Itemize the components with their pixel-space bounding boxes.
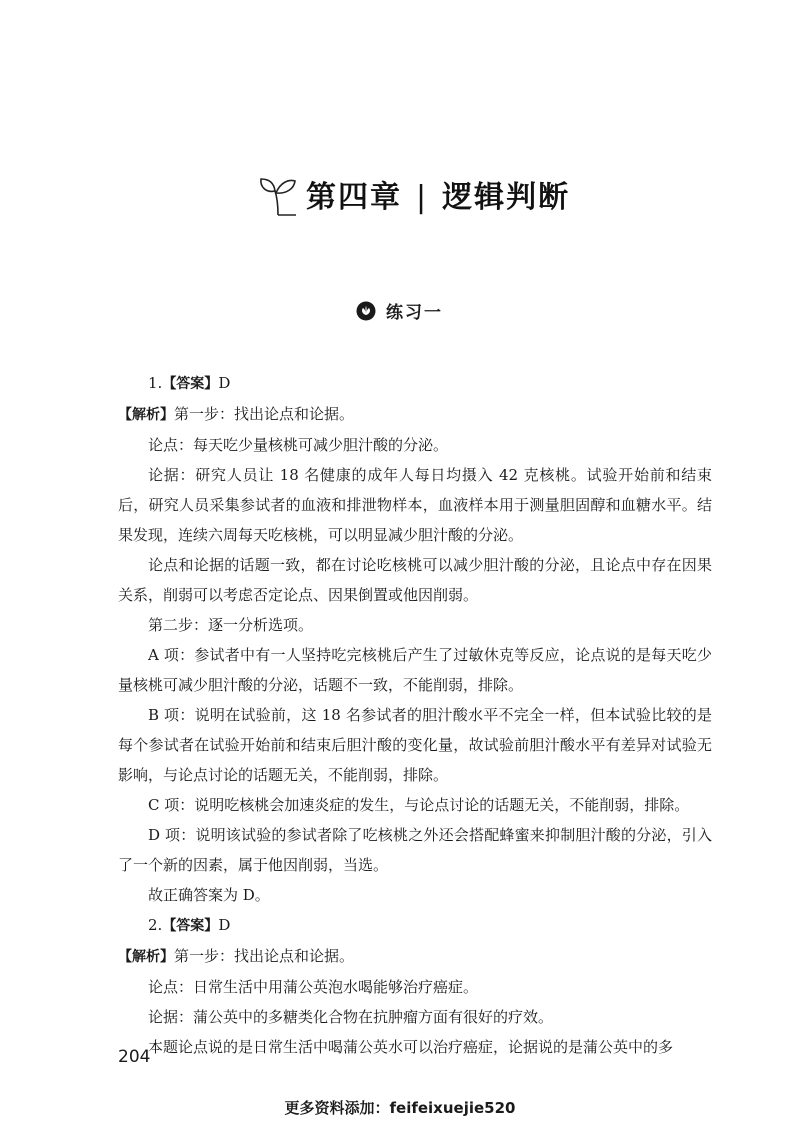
q1-argument: 论点：每天吃少量核桃可减少胆汁酸的分泌。 xyxy=(148,436,449,454)
chapter-number: 第四章 xyxy=(306,180,402,215)
q2-evidence: 论据：蒲公英中的多糖类化合物在抗肿瘤方面有很好的疗效。 xyxy=(148,1008,554,1026)
q1-analysis-line xyxy=(118,399,712,430)
q1-analysis-label: 【解析】 xyxy=(118,407,174,423)
q1-answer-label: 【答案】 xyxy=(162,376,219,392)
q2-argument: 论点：日常生活中用蒲公英泡水喝能够治疗癌症。 xyxy=(148,978,479,996)
page-number: 204 xyxy=(118,1047,151,1067)
chapter-subtitle: 逻辑判断 xyxy=(442,180,571,215)
q1-number: 1. xyxy=(148,374,163,392)
q1-option-a: A 项：参试者中有一人坚持吃完核桃后产生了过敏休克等反应，论点说的是每天吃少量核桃可减少胆汁酸的分泌，话题不一致，不能削弱，排除。 xyxy=(118,646,712,694)
chapter-title xyxy=(258,170,570,218)
answer-body xyxy=(118,368,712,1062)
q1-conclusion: 故正确答案为 D。 xyxy=(148,886,270,904)
q1-step2: 第二步：逐一分析选项。 xyxy=(148,616,314,634)
sprout-icon xyxy=(258,171,298,217)
q1-option-b: B 项：说明在试验前，这 18 名参试者的胆汁酸水平不完全一样，但本试验比较的是每个参试者在试验开始前和结束后胆汁酸的变化量，故试验前胆汁酸水平有差异对试验无影响，与论点讨论的话题无关，不能削弱，排除。 xyxy=(118,706,712,784)
q2-relation: 本题论点说的是日常生活中喝蒲公英水可以治疗癌症，论据说的是蒲公英中的多 xyxy=(148,1038,674,1056)
section-title: 练习一 xyxy=(386,303,443,323)
q1-step1: 第一步：找出论点和论据。 xyxy=(174,405,355,423)
q1-evidence: 论据：研究人员让 18 名健康的成年人每日均摄入 42 克核桃。试验开始前和结束后，研究人员采集参试者的血液和排泄物样本，血液样本用于测量胆固醇和血糖水平。结果发现，连续六周每天吃核桃，可以明显减少胆汁酸的分泌。 xyxy=(118,466,712,544)
q2-number: 2. xyxy=(148,916,163,934)
q2-step1: 第一步：找出论点和论据。 xyxy=(174,947,355,965)
q2-analysis-line xyxy=(118,941,712,972)
footer-note: 更多资料添加：feifeixuejie520 xyxy=(284,1099,516,1117)
q1-option-c: C 项：说明吃核桃会加速炎症的发生，与论点讨论的话题无关，不能削弱，排除。 xyxy=(148,796,690,814)
q1-option-d: D 项：说明该试验的参试者除了吃核桃之外还会搭配蜂蜜来抑制胆汁酸的分泌，引入了一个新的因素，属于他因削弱，当选。 xyxy=(118,826,712,874)
q1-answer: D xyxy=(218,374,231,392)
q2-answer-label: 【答案】 xyxy=(162,918,219,934)
section-heading xyxy=(356,298,443,323)
q2-answer-line xyxy=(118,910,712,941)
flower-badge-icon xyxy=(356,301,376,321)
chapter-separator: | xyxy=(416,180,429,215)
q2-answer: D xyxy=(218,916,231,934)
q2-analysis-label: 【解析】 xyxy=(118,949,174,965)
q1-answer-line xyxy=(118,368,712,399)
q1-relation: 论点和论据的话题一致，都在讨论吃核桃可以减少胆汁酸的分泌，且论点中存在因果关系，削弱可以考虑否定论点、因果倒置或他因削弱。 xyxy=(118,556,712,604)
